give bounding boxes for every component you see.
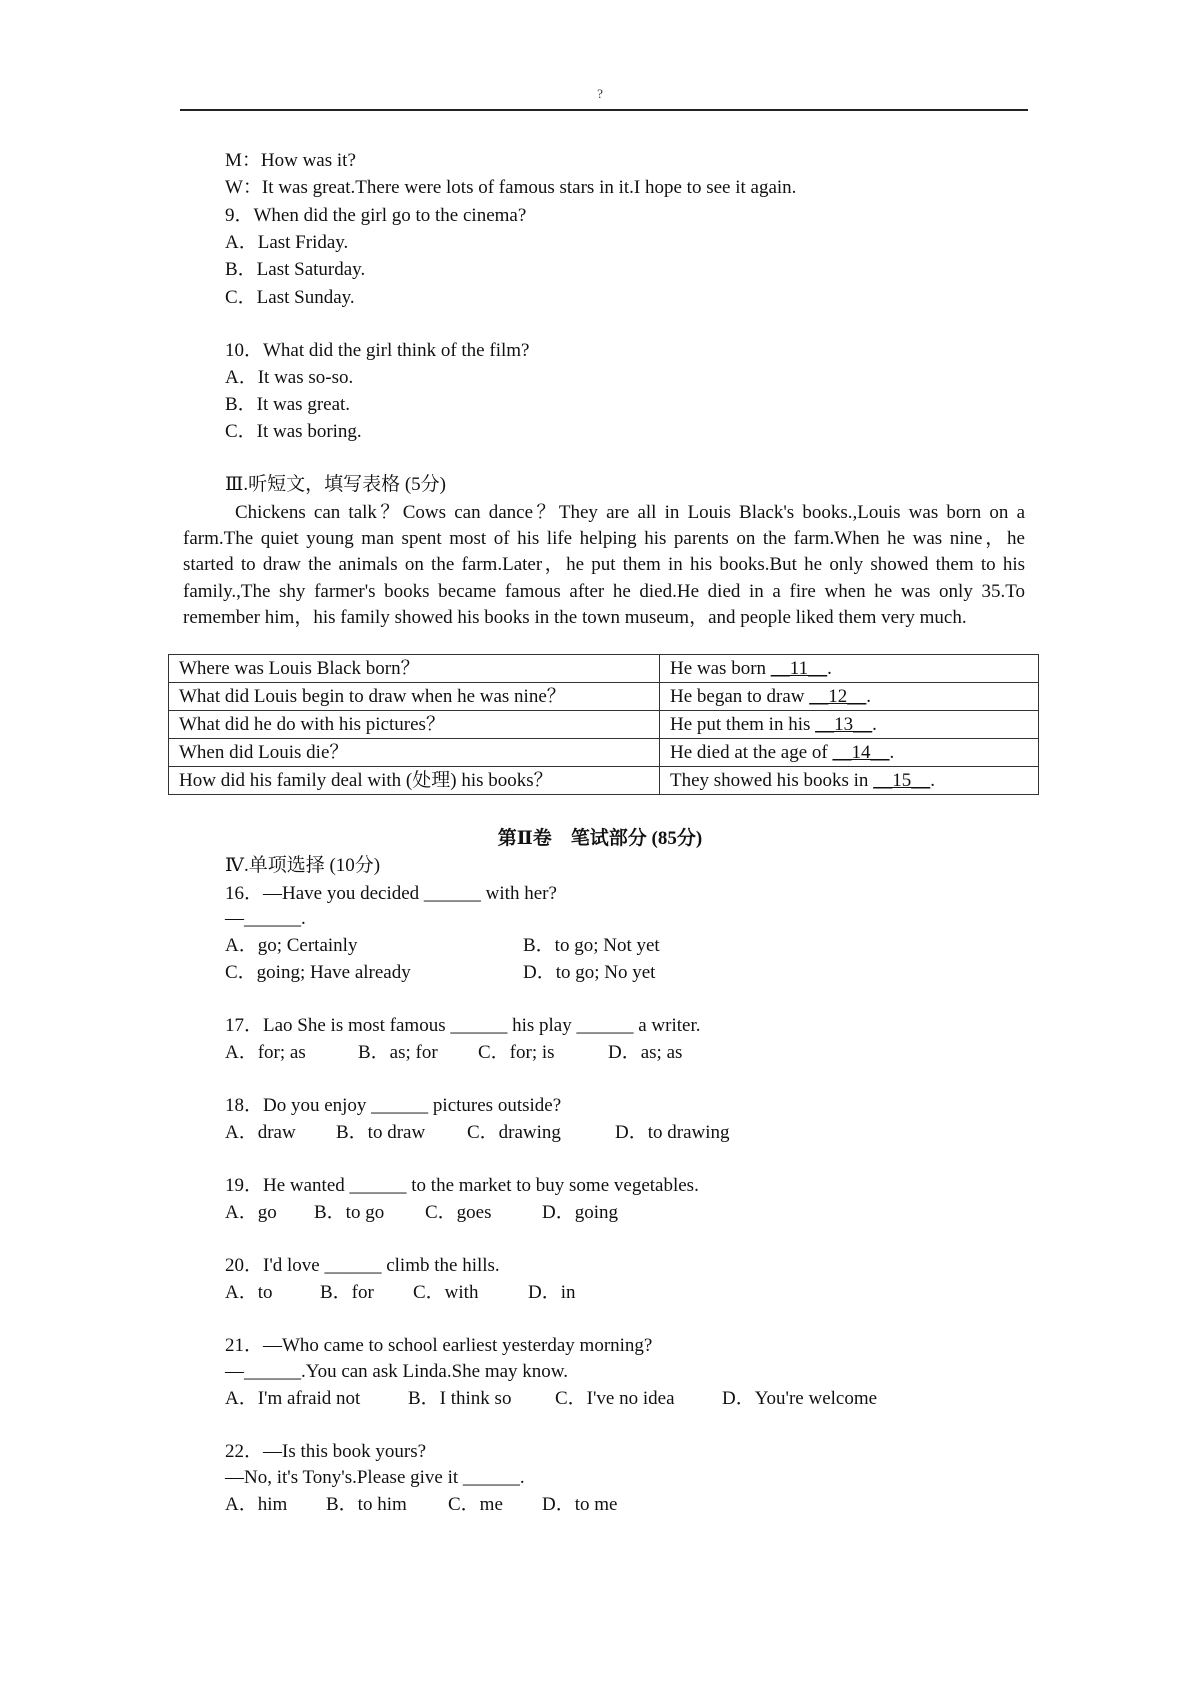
q20-option-c: C．with (413, 1282, 479, 1303)
fill-in-table (168, 654, 1039, 795)
q18-option-b: B．to draw (336, 1122, 426, 1143)
q17-option-a: A．for; as (225, 1042, 306, 1063)
answer-prefix: He put them in his (670, 713, 816, 735)
table-question: What did he do with his pictures？ (169, 711, 660, 739)
q16-option-a: A．go; Certainly (225, 935, 358, 956)
q20-stem: 20．I'd love ______ climb the hills. (225, 1255, 500, 1276)
q20-option-d: D．in (528, 1282, 576, 1303)
answer-prefix: They showed his books in (670, 769, 874, 791)
section4-title: Ⅳ.单项选择 (10分) (225, 855, 381, 876)
table-question: Where was Louis Black born？ (169, 655, 660, 683)
answer-suffix: . (889, 741, 895, 763)
answer-blank: __13__ (815, 713, 873, 735)
dialogue-m-line: M：How was it? (225, 150, 356, 171)
q18-option-d: D．to drawing (615, 1122, 730, 1143)
header-mark: ? (597, 86, 603, 101)
table-question: When did Louis die？ (169, 739, 660, 767)
q9-option-b: B．Last Saturday. (225, 259, 366, 280)
q17-stem: 17．Lao She is most famous ______ his play ______ a writer. (225, 1015, 701, 1036)
q20-option-b: B．for (320, 1282, 374, 1303)
q19-stem: 19．He wanted ______ to the market to buy some vegetables. (225, 1175, 699, 1196)
q10-option-c: C．It was boring. (225, 421, 362, 442)
header-rule (180, 109, 1028, 111)
q18-option-a: A．draw (225, 1122, 296, 1143)
table-row (169, 767, 1039, 795)
dialogue-w-line: W：It was great.There were lots of famous stars in it.I hope to see it again. (225, 177, 797, 198)
q19-option-b: B．to go (314, 1202, 385, 1223)
section3-title: Ⅲ.听短文，填写表格 (5分) (225, 474, 446, 495)
q21-option-a: A．I'm afraid not (225, 1388, 361, 1409)
q16-stem: 16．—Have you decided ______ with her? (225, 883, 557, 904)
q9-stem: 9．When did the girl go to the cinema? (225, 205, 527, 226)
answer-suffix: . (827, 657, 832, 679)
table-answer (660, 711, 1039, 739)
q22-stem-reply: —No, it's Tony's.Please give it ______. (225, 1467, 525, 1488)
table-answer (660, 655, 1039, 683)
q17-option-b: B．as; for (358, 1042, 438, 1063)
q22-option-c: C．me (448, 1494, 503, 1515)
table-question: What did Louis begin to draw when he was nine？ (169, 683, 660, 711)
q17-option-d: D．as; as (608, 1042, 683, 1063)
table-question: How did his family deal with (处理) his books？ (169, 767, 660, 795)
answer-blank: __15__ (873, 769, 931, 791)
section3-passage: Chickens can talk？Cows can dance？They are all in Louis Black's books.,Louis was born on a farm.The quiet young man spent most of his life helping his parents on the farm.When he was nine，he started to draw the animals on the farm.Later，he put them in his books.But he only showed them to his family.,The shy farmer's books became famous after he died.He died in a fire when he was only 35.To remember him，his family showed his books in the town museum，and people liked them very much. (183, 502, 1025, 628)
q9-option-c: C．Last Sunday. (225, 287, 355, 308)
answer-suffix: . (872, 713, 877, 735)
q16-option-b: B．to go; Not yet (523, 935, 660, 956)
q22-stem: 22．—Is this book yours? (225, 1441, 427, 1462)
q21-option-c: C．I've no idea (555, 1388, 675, 1409)
part2-title: 第Ⅱ卷 笔试部分 (85分) (497, 828, 703, 849)
q16-option-d: D．to go; No yet (523, 962, 656, 983)
answer-blank: __12__ (809, 685, 867, 707)
table-row (169, 655, 1039, 683)
q16-option-c: C．going; Have already (225, 962, 411, 983)
q9-option-a: A．Last Friday. (225, 232, 349, 253)
q19-option-a: A．go (225, 1202, 277, 1223)
q21-option-b: B．I think so (408, 1388, 512, 1409)
answer-blank: __11__ (770, 657, 828, 679)
answer-suffix: . (930, 769, 935, 791)
q18-stem: 18．Do you enjoy ______ pictures outside? (225, 1095, 562, 1116)
q17-option-c: C．for; is (478, 1042, 555, 1063)
table-row (169, 683, 1039, 711)
answer-blank: __14__ (832, 741, 890, 763)
q21-stem: 21．—Who came to school earliest yesterday morning? (225, 1335, 653, 1356)
table-answer (660, 683, 1039, 711)
q22-option-a: A．him (225, 1494, 288, 1515)
answer-prefix: He began to draw (670, 685, 810, 707)
table-answer (660, 739, 1039, 767)
q22-option-b: B．to him (326, 1494, 407, 1515)
table-row (169, 739, 1039, 767)
answer-prefix: He died at the age of (670, 741, 833, 763)
q20-option-a: A．to (225, 1282, 273, 1303)
table-answer (660, 767, 1039, 795)
q21-stem-reply: —______.You can ask Linda.She may know. (225, 1361, 569, 1382)
q16-stem-reply: —______. (225, 908, 306, 929)
q21-option-d: D．You're welcome (722, 1388, 878, 1409)
q10-stem: 10．What did the girl think of the film? (225, 340, 530, 361)
q10-option-b: B．It was great. (225, 394, 351, 415)
answer-suffix: . (866, 685, 872, 707)
answer-prefix: He was born (670, 657, 771, 679)
q10-option-a: A．It was so-so. (225, 367, 354, 388)
q18-option-c: C．drawing (467, 1122, 561, 1143)
table-row (169, 711, 1039, 739)
q22-option-d: D．to me (542, 1494, 618, 1515)
q19-option-c: C．goes (425, 1202, 492, 1223)
q19-option-d: D．going (542, 1202, 619, 1223)
